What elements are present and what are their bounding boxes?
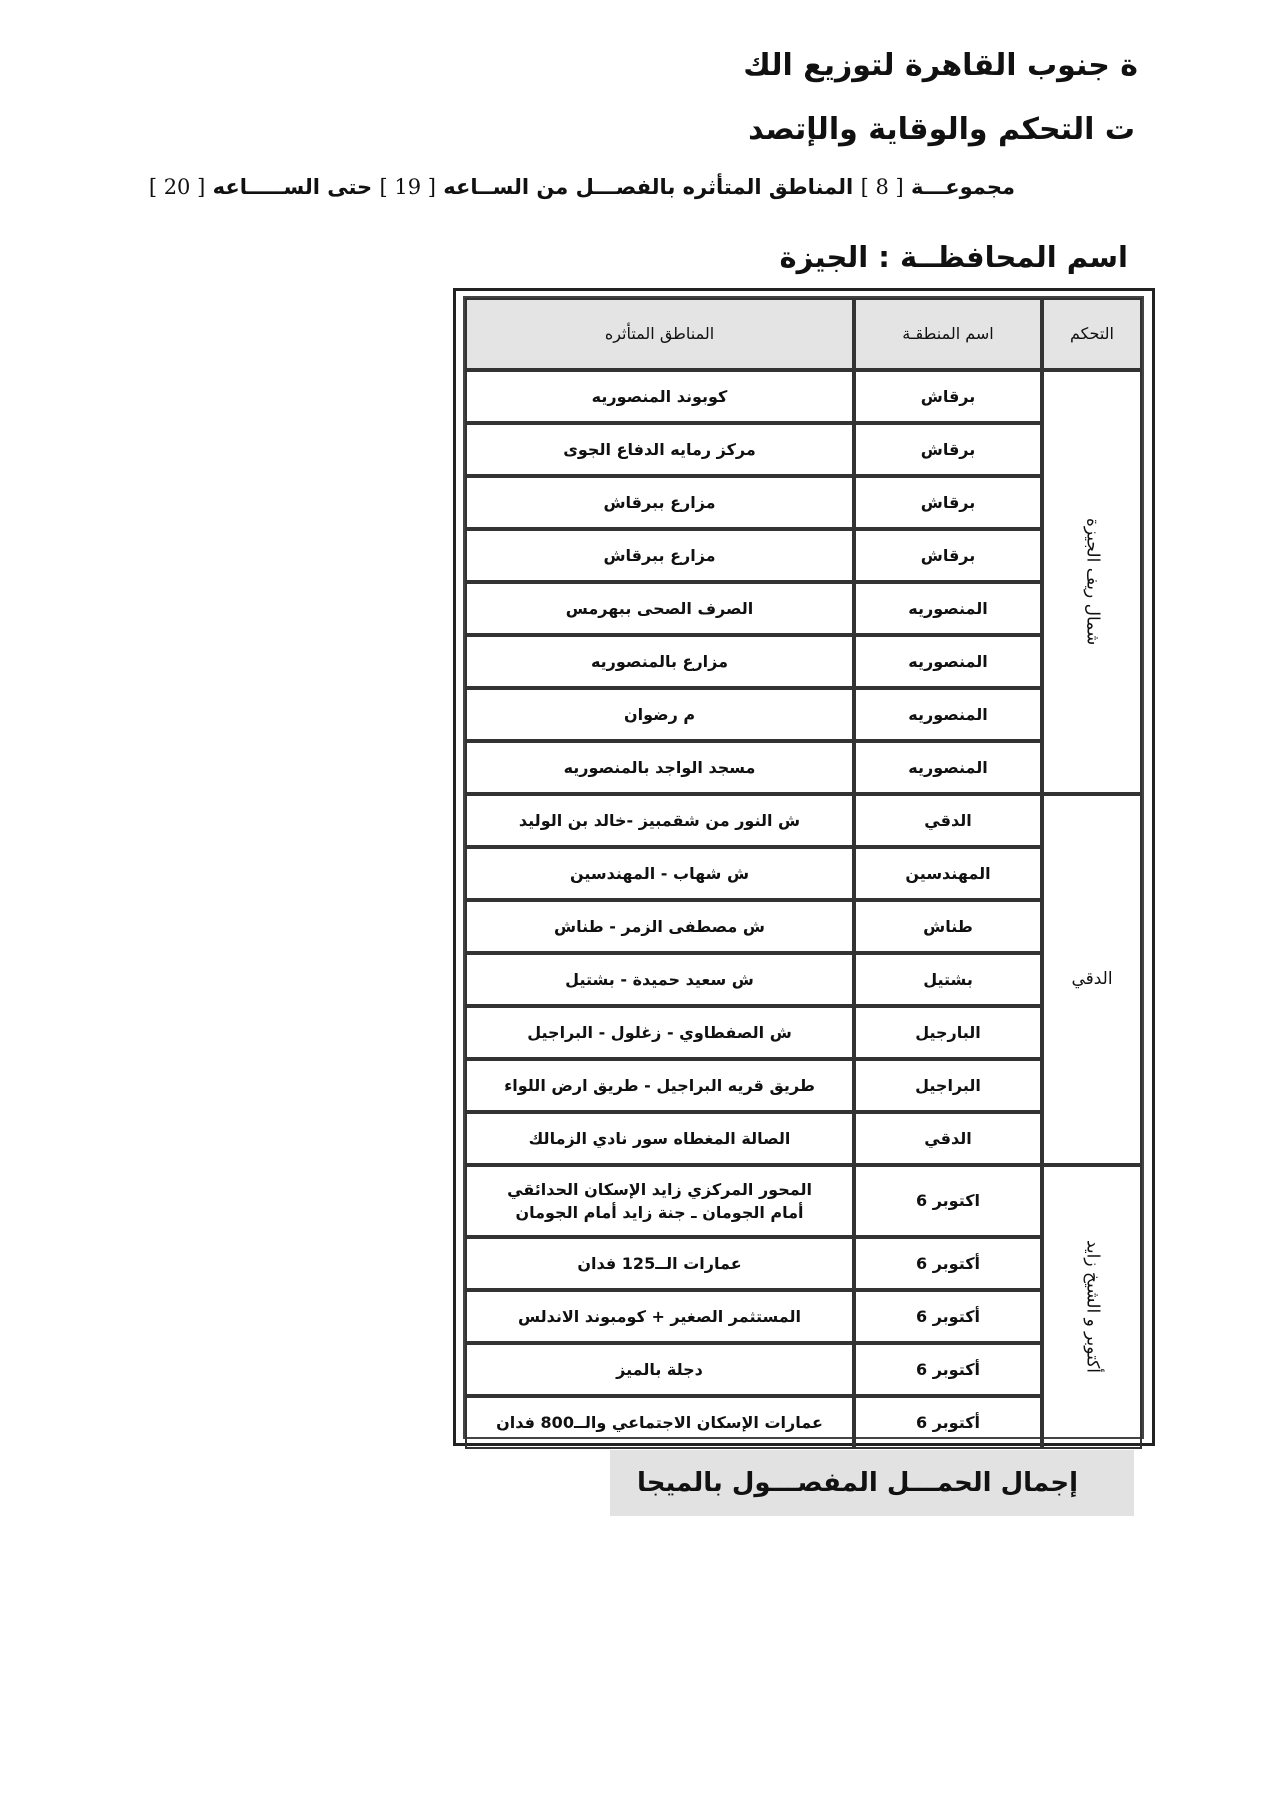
area-text: الدقي: [924, 810, 972, 830]
affected-text: ش شهاب - المهندسين: [569, 863, 750, 883]
hour-to: [ 20 ]: [148, 175, 206, 199]
area-cell: [854, 1237, 1042, 1290]
header-control: [1042, 298, 1142, 370]
affected-cell: [465, 741, 854, 794]
affected-cell: [465, 476, 854, 529]
area-cell: [854, 635, 1042, 688]
affected-text: المستثمر الصغير + كومبوند الاندلس: [517, 1306, 802, 1326]
affected-text: مسجد الواجد بالمنصوريه: [563, 757, 756, 777]
affected-from-label: المناطق المتأثره بالفصـــل من الســاعه: [443, 175, 854, 199]
affected-cell: [465, 794, 854, 847]
affected-cell: [465, 1396, 854, 1449]
area-cell: [854, 582, 1042, 635]
affected-text: مزارع ببرقاش: [603, 492, 716, 512]
affected-text: كوبوند المنصوريه: [591, 386, 728, 406]
area-text: اكتوبر 6: [915, 1191, 981, 1211]
affected-cell: [465, 953, 854, 1006]
area-text: برقاش: [920, 386, 976, 406]
group-prefix: مجموعـــة: [911, 175, 1015, 199]
header-area-label: اسم المنطقـة: [902, 324, 994, 344]
affected-multiline: [507, 1178, 812, 1224]
area-cell: [854, 370, 1042, 423]
control-cell: [1042, 794, 1142, 1165]
affected-text: الصرف الصحى ببهرمس: [565, 598, 754, 618]
area-text: المنصوريه: [908, 757, 988, 777]
affected-cell: [465, 423, 854, 476]
affected-cell: [465, 900, 854, 953]
affected-cell: [465, 1006, 854, 1059]
affected-cell: [465, 688, 854, 741]
area-text: المنصوريه: [908, 598, 988, 618]
affected-text: عمارات الــ125 فدان: [577, 1253, 742, 1273]
affected-line-2: أمام الجومان ـ جنة زايد أمام الجومان: [515, 1203, 804, 1222]
governorate-title: اسم المحافظــة : الجيزة: [779, 240, 1128, 274]
area-cell: [854, 900, 1042, 953]
affected-text: طريق قريه البراجيل - طريق ارض اللواء: [504, 1075, 815, 1095]
hour-from: [ 19 ]: [379, 175, 436, 199]
area-cell: [854, 688, 1042, 741]
company-title: ة جنوب القاهرة لتوزيع الك: [743, 48, 1138, 83]
affected-text: ش النور من شقمبيز -خالد بن الوليد: [518, 810, 801, 830]
area-cell: [854, 794, 1042, 847]
area-cell: [854, 1006, 1042, 1059]
header-affected: [465, 298, 854, 370]
area-text: المنصوريه: [908, 651, 988, 671]
affected-cell: [465, 1290, 854, 1343]
affected-cell: [465, 1343, 854, 1396]
area-text: البارجيل: [915, 1022, 981, 1042]
affected-cell: [465, 1237, 854, 1290]
area-cell: [854, 476, 1042, 529]
area-cell: [854, 529, 1042, 582]
area-cell: [854, 741, 1042, 794]
affected-text: دجلة بالميز: [616, 1359, 703, 1379]
affected-cell: [465, 1059, 854, 1112]
area-cell: [854, 1290, 1042, 1343]
affected-areas-table: [453, 288, 1155, 1446]
affected-text: مركز رمايه الدفاع الجوى: [563, 439, 756, 459]
header-control-label: التحكم: [1070, 324, 1114, 344]
area-text: المنصوريه: [908, 704, 988, 724]
header-area: [854, 298, 1042, 370]
total-load-label: إجمال الحمـــل المفصـــول بالميجا: [610, 1450, 1134, 1516]
table-inner-frame: [463, 296, 1144, 1439]
affected-text: ش سعيد حميدة - بشتيل: [565, 969, 754, 989]
affected-text: ش الصفطاوي - زغلول - البراجيل: [527, 1022, 792, 1042]
control-text: شمال ريف الجيزة: [1082, 518, 1103, 646]
until-label: حتى الســـــاعه: [212, 175, 373, 199]
area-cell: [854, 847, 1042, 900]
affected-cell: [465, 847, 854, 900]
area-text: برقاش: [920, 439, 976, 459]
area-text: طناش: [923, 916, 973, 936]
header-affected-label: المناطق المتأثره: [604, 324, 715, 344]
department-title: ت التحكم والوقاية والإتصد: [748, 112, 1135, 147]
area-text: البراجيل: [915, 1075, 981, 1095]
area-cell: [854, 1343, 1042, 1396]
affected-text: مزارع بالمنصوريه: [590, 651, 729, 671]
area-cell: [854, 1165, 1042, 1237]
group-time-line: [149, 175, 1015, 199]
area-text: برقاش: [920, 492, 976, 512]
area-text: المهندسين: [905, 863, 991, 883]
area-text: بشتيل: [923, 969, 973, 989]
affected-cell: [465, 370, 854, 423]
group-number: [ 8 ]: [860, 175, 904, 199]
affected-text: مزارع ببرقاش: [603, 545, 716, 565]
area-cell: [854, 1059, 1042, 1112]
affected-cell: [465, 635, 854, 688]
affected-cell: [465, 1112, 854, 1165]
affected-cell: [465, 529, 854, 582]
area-text: برقاش: [920, 545, 976, 565]
area-cell: [854, 953, 1042, 1006]
control-text: أكتوبر و الشيخ زايد: [1082, 1240, 1103, 1374]
affected-text: الصالة المغطاه سور نادي الزمالك: [528, 1128, 791, 1148]
affected-text: عمارات الإسكان الاجتماعي والــ800 فدان: [496, 1412, 823, 1432]
control-cell: [1042, 1165, 1142, 1449]
area-cell: [854, 423, 1042, 476]
area-text: الدقي: [924, 1128, 972, 1148]
affected-cell: [465, 1165, 854, 1237]
area-text: أكتوبر 6: [915, 1359, 981, 1379]
area-cell: [854, 1396, 1042, 1449]
area-text: أكتوبر 6: [915, 1412, 981, 1432]
control-text: الدقي: [1071, 969, 1113, 990]
affected-cell: [465, 582, 854, 635]
affected-text: م رضوان: [623, 704, 696, 724]
affected-text: ش مصطفى الزمر - طناش: [554, 916, 765, 936]
area-text: أكتوبر 6: [915, 1306, 981, 1326]
control-cell: [1042, 370, 1142, 794]
area-cell: [854, 1112, 1042, 1165]
affected-line-1: المحور المركزي زايد الإسكان الحدائقي: [507, 1179, 812, 1199]
area-text: أكتوبر 6: [915, 1253, 981, 1273]
